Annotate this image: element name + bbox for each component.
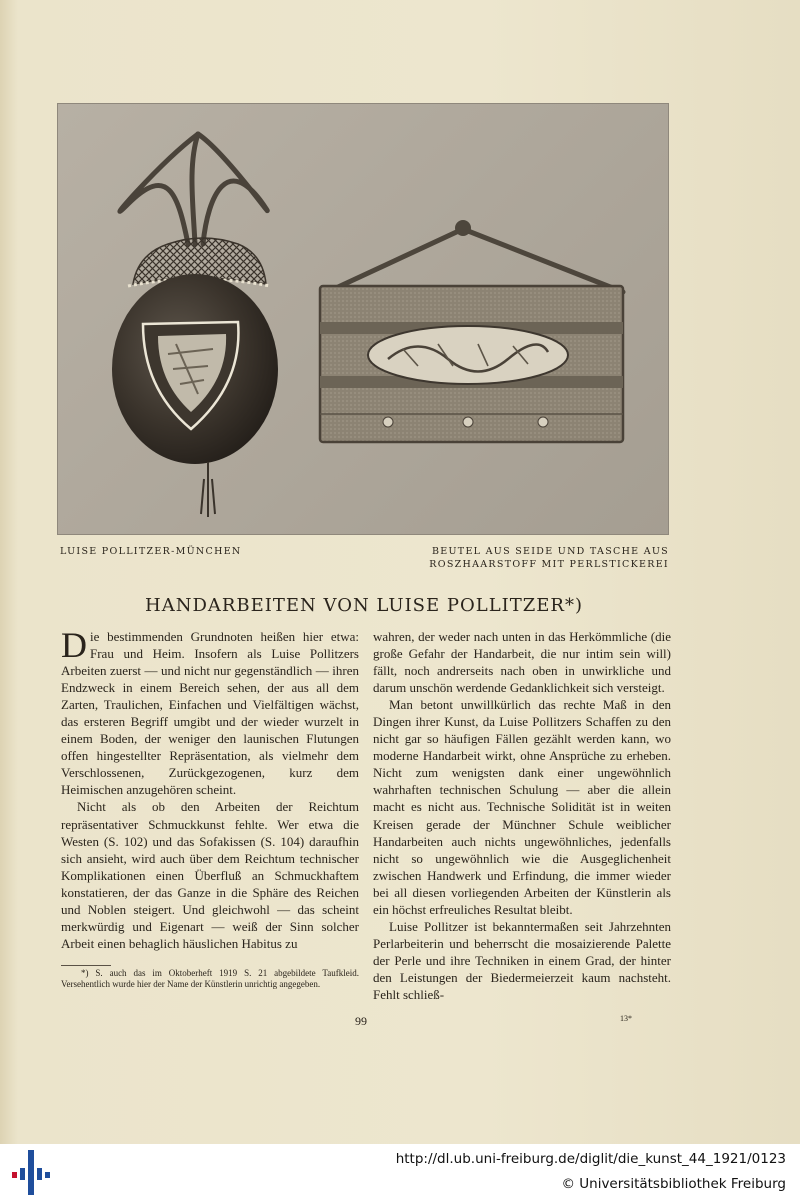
- bag-embroidery-oval: [368, 326, 568, 384]
- caption-description-line2: ROSZHAARSTOFF MIT PERLSTICKEREI: [429, 559, 669, 570]
- caption-description: [429, 545, 669, 571]
- footnote: *) S. auch das im Oktoberheft 1919 S. 21 abgebildete Taufkleid. Versehentlich wurde hier der Name der Künstlerin unrichtig angegeben.: [61, 968, 359, 989]
- caption-description-line1: BEUTEL AUS SEIDE UND TASCHE AUS: [431, 546, 669, 557]
- paragraph: Nicht als ob den Arbeiten der Reichtum repräsentativer Schmuckkunst fehlte. Wer etwa die Westen (S. 102) und das Sofakissen (S. 104) daraufhin sich ansieht, wird auch über dem Reichtum technischer Komplikationen einen Überfluß an Schmuckhaftem konstatieren, der das Ganze in die Sphäre des Reichen und Noblen steigert. Und gleichwohl — das scheint merkwürdig und Eigenart — weiß der Sinn solcher Arbeit einen behaglich häuslichen Habitus zu: [61, 799, 359, 951]
- drop-cap: D: [61, 625, 87, 665]
- pouch-cord: [120, 134, 267, 244]
- paragraph: Luise Pollitzer ist bekanntermaßen seit Jahrzehnten Perlarbeiterin und beherrscht die mosaizierende Palette der Perle und ihre Techniken in einem Grad, der hinter den Leistungen der Biedermeierzeit kaum nachsteht. Fehlt schließ-: [373, 918, 671, 1002]
- handbag-photograph: [58, 104, 670, 536]
- pouch-tassel: [201, 462, 215, 517]
- article-title: HANDARBEITEN VON LUISE POLLITZER*): [145, 595, 583, 616]
- footnote-rule: [61, 965, 111, 966]
- text-column-left: [61, 625, 359, 952]
- paragraph: Man betont unwillkürlich das rechte Maß in den Dingen ihrer Kunst, da Luise Pollitzers Schaffen zu den nicht gar so häufigen Fällen gezählt werden kann, wo moderne Handarbeit wirkt, ohne Ansprüche zu erheben. Nicht zum wenigsten dank einer ungewöhnlich wahrhaften technischen Schulung — aber die allein macht es nicht aus. Technische Solidität ist in weiten Kreisen gerade der Münchner Schule weiblicher Handarbeiten auch nichts ungewöhnliches, jedenfalls nicht so ungewöhnlich wie die Ausgeglichenheit zwischen Handwerk und Erfindung, die immer wieder bei all diesen vorliegenden Arbeiten der Künstlerin als ein höchst erfreuliches Resultat bleibt.: [373, 697, 671, 917]
- bag-button: [538, 417, 548, 427]
- bag-button: [383, 417, 393, 427]
- paragraph: wahren, der weder nach unten in das Herkömmliche (die große Gefahr der Handarbeit, die nur intim sein will) fällt, noch andrerseits nach oben in unwirkliche und darum unschön werdende Gedanklichkeit sich versteigt.: [373, 629, 671, 696]
- paragraph: Die bestimmenden Grundnoten heißen hier etwa: Frau und Heim. Insofern als Luise Pollitzers Arbeiten zuerst — und nicht nur gegenständlich — ihren Endzweck in einem Bereich sehen, der aus all dem Zarten, Traulichen, Einfachen und Vielfältigen wächst, das ersteren Begriff umgibt und der wieder wurzelt in einem Boden, der weniger den launischen Flutungen offen hingestellter Repräsentation, als vielmehr dem Verschlossenen, Zurückgezogenen, kurz dem Heimischen anzugehören scheint.: [61, 625, 359, 798]
- signature-mark: 13*: [620, 1014, 632, 1023]
- photo-plate: [57, 103, 669, 535]
- page-number: 99: [355, 1014, 367, 1028]
- caption-artist: LUISE POLLITZER-MÜNCHEN: [60, 546, 242, 557]
- bag-strap: [323, 229, 623, 294]
- permalink-url[interactable]: http://dl.ub.uni-freiburg.de/diglit/die_kunst_44_1921/0123: [395, 1151, 786, 1167]
- library-logo-icon: [12, 1150, 52, 1195]
- text-column-right: [373, 628, 671, 1003]
- bag-button: [463, 417, 473, 427]
- copyright-notice: © Universitätsbibliothek Freiburg: [561, 1176, 786, 1192]
